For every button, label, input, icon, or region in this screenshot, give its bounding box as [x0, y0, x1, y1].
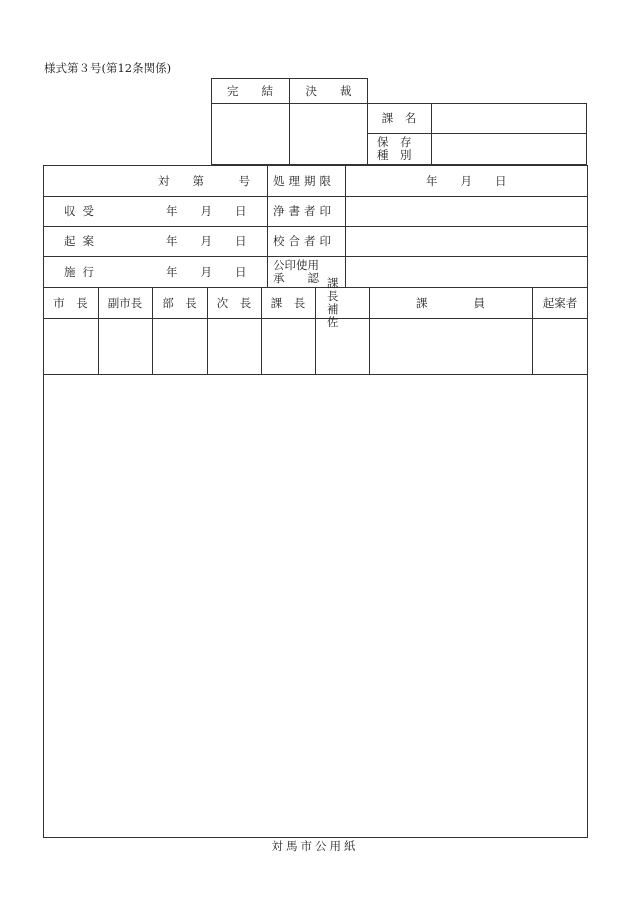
proofreader-seal-field[interactable] — [346, 227, 587, 255]
director-stamp-cell[interactable] — [153, 319, 206, 373]
deputy-director-header: 次 長 — [216, 295, 252, 310]
assistant-chief-line2: 補 佐 — [327, 301, 350, 329]
drafter-header: 起案者 — [542, 295, 578, 310]
section-name-label: 課 名 — [381, 111, 417, 125]
deputy-mayor-stamp-cell[interactable] — [99, 319, 151, 373]
decision-stamp-area[interactable] — [290, 104, 367, 164]
assistant-chief-stamp-cell[interactable] — [316, 319, 368, 373]
staff-stamp-cell[interactable] — [370, 319, 531, 373]
seal-use-line2: 承 認 — [273, 270, 319, 285]
official-seal-approval-field[interactable] — [346, 257, 587, 286]
received-label: 収受 — [64, 204, 101, 218]
retention-label-line2: 種 別 — [377, 148, 412, 162]
completed-header: 完 結 — [227, 83, 273, 98]
processing-deadline-label: 処理期限 — [273, 173, 335, 188]
document-number-label: 対 第 号 — [158, 174, 250, 188]
clean-copy-seal-field[interactable] — [346, 197, 587, 225]
mayor-stamp-cell[interactable] — [44, 319, 97, 373]
proofreader-seal-label: 校合者印 — [273, 234, 335, 248]
enforced-label: 施行 — [64, 265, 101, 279]
retention-label-line1: 保 存 — [377, 135, 412, 149]
section-chief-stamp-cell[interactable] — [262, 319, 314, 373]
mayor-header: 市 長 — [53, 295, 88, 310]
assistant-chief-header — [315, 275, 369, 329]
completed-stamp-area[interactable] — [212, 104, 288, 164]
drafter-stamp-cell[interactable] — [533, 319, 587, 373]
deputy-director-stamp-cell[interactable] — [208, 319, 260, 373]
clean-copy-seal-label: 浄書者印 — [273, 204, 335, 218]
deputy-mayor-header: 副市長 — [107, 295, 143, 310]
deadline-date[interactable]: 年 月 日 — [426, 174, 507, 188]
seal-use-line1: 公印使用 — [273, 257, 319, 272]
document-body-area[interactable] — [45, 376, 586, 836]
director-header: 部 長 — [162, 295, 197, 310]
assistant-chief-line1: 課 長 — [327, 275, 350, 303]
drafted-date[interactable]: 年 月 日 — [166, 234, 247, 248]
drafted-label: 起案 — [64, 234, 101, 248]
section-chief-header: 課 長 — [270, 295, 306, 310]
form-number-label: 様式第３号(第12条関係) — [44, 61, 172, 75]
section-name-field[interactable] — [432, 104, 586, 132]
retention-type-label — [367, 133, 431, 165]
footer-paper-label: 対馬市公用紙 — [271, 839, 359, 853]
enforced-date[interactable]: 年 月 日 — [166, 265, 247, 279]
decision-header: 決 裁 — [305, 83, 352, 98]
retention-type-field[interactable] — [432, 134, 586, 164]
staff-header: 課 員 — [416, 295, 485, 310]
received-date[interactable]: 年 月 日 — [166, 204, 247, 218]
